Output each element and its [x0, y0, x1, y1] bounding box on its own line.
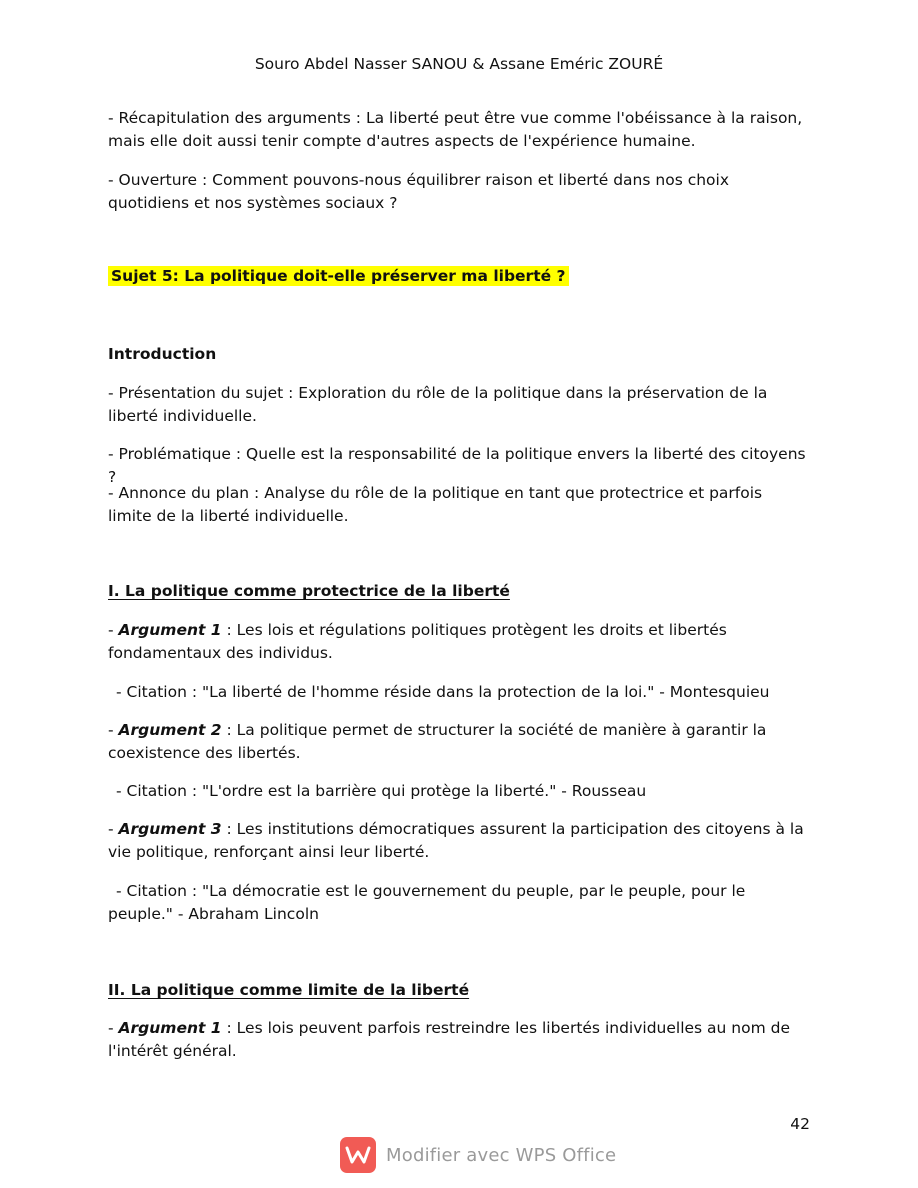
- intro-presentation: - Présentation du sujet : Exploration du rôle de la politique dans la préservation de la liberté individuelle.: [108, 384, 768, 425]
- argument-label: Argument 2: [118, 721, 222, 739]
- part2-argument-1: - Argument 1 : Les lois peuvent parfois restreindre les libertés individuelles au nom de l'intérêt général.: [108, 1019, 791, 1060]
- argument-label: Argument 3: [118, 820, 222, 838]
- recap-paragraph: - Récapitulation des arguments : La liberté peut être vue comme l'obéissance à la raison, mais elle doit aussi tenir compte d'autres aspects de l'expérience humaine.: [108, 109, 803, 150]
- part1-argument-2: - Argument 2 : La politique permet de structurer la société de manière à garantir la coexistence des libertés.: [108, 721, 767, 762]
- wps-logo-icon: [340, 1137, 376, 1173]
- intro-problematique: - Problématique : Quelle est la responsabilité de la politique envers la liberté des citoyens ?: [108, 445, 806, 486]
- argument-text: : Les institutions démocratiques assurent la participation des citoyens à la vie politique, renforçant ainsi leur liberté.: [108, 820, 804, 861]
- page-number: 42: [790, 1115, 810, 1133]
- part1-argument-3: - Argument 3 : Les institutions démocratiques assurent la participation des citoyens à la vie politique, renforçant ainsi leur liberté.: [108, 820, 804, 861]
- argument-text: : Les lois peuvent parfois restreindre les libertés individuelles au nom de l'intérêt général.: [108, 1019, 791, 1060]
- wps-w-glyph-icon: [345, 1145, 371, 1165]
- part1-citation-2: - Citation : "L'ordre est la barrière qui protège la liberté." - Rousseau: [116, 782, 647, 800]
- part1-citation-1: - Citation : "La liberté de l'homme réside dans la protection de la loi." - Montesquieu: [116, 683, 770, 701]
- argument-text: : La politique permet de structurer la société de manière à garantir la coexistence des libertés.: [108, 721, 767, 762]
- part1-citation-3: - Citation : "La démocratie est le gouvernement du peuple, par le peuple, pour le peuple." - Abraham Lincoln: [108, 882, 746, 923]
- ouverture-paragraph: - Ouverture : Comment pouvons-nous équilibrer raison et liberté dans nos choix quotidiens et nos systèmes sociaux ?: [108, 171, 729, 212]
- intro-annonce: - Annonce du plan : Analyse du rôle de la politique en tant que protectrice et parfois limite de la liberté individuelle.: [108, 484, 763, 525]
- part2-heading: II. La politique comme limite de la liberté: [108, 981, 470, 999]
- argument-label: Argument 1: [118, 621, 222, 639]
- wps-edit-button[interactable]: [340, 1136, 616, 1174]
- page-header-authors: Souro Abdel Nasser SANOU & Assane Eméric ZOURÉ: [254, 55, 664, 73]
- argument-label: Argument 1: [118, 1019, 222, 1037]
- part1-argument-1: - Argument 1 : Les lois et régulations politiques protègent les droits et libertés fondamentaux des individus.: [108, 621, 727, 662]
- wps-edit-label: Modifier avec WPS Office: [386, 1144, 617, 1166]
- subject-title-highlight: Sujet 5: La politique doit-elle préserver ma liberté ?: [108, 266, 569, 286]
- argument-text: : Les lois et régulations politiques protègent les droits et libertés fondamentaux des individus.: [108, 621, 727, 662]
- intro-heading: Introduction: [108, 345, 217, 363]
- part1-heading: I. La politique comme protectrice de la liberté: [108, 582, 510, 600]
